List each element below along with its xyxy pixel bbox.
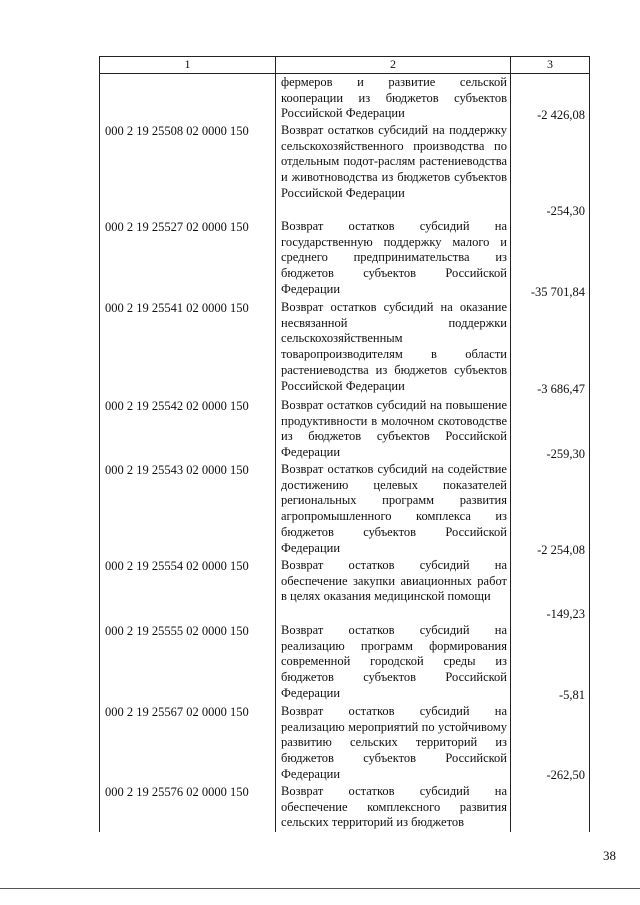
column-divider-2 (510, 56, 511, 832)
row-code: 000 2 19 25543 02 0000 150 (105, 463, 249, 477)
row-amount: -2 254,08 (537, 543, 585, 557)
row-description: Возврат остатков субсидий на обеспечение закупки авиационных работ в целях оказания медицинской помощи (281, 558, 507, 604)
row-description: фермеров и развитие сельской кооперации из бюджетов субъектов Российской Федерации (281, 75, 507, 121)
page-number: 38 (603, 848, 616, 863)
row-description: Возврат остатков субсидий на оказание несвязанной поддержки сельскохозяйственным товаропроизводителям в области растениеводства из бюджетов субъектов Российской Федерации (281, 300, 507, 393)
budget-table (99, 56, 590, 832)
row-code: 000 2 19 25542 02 0000 150 (105, 399, 249, 413)
row-amount: -35 701,84 (530, 285, 585, 299)
row-amount: -3 686,47 (537, 382, 585, 396)
row-amount: -262,50 (546, 768, 585, 782)
row-description: Возврат остатков субсидий на реализацию мероприятий по устойчивому развитию сельских территорий из бюджетов субъектов Российской Федерации (281, 704, 507, 781)
row-code: 000 2 19 25567 02 0000 150 (105, 705, 249, 719)
row-description: Возврат остатков субсидий на обеспечение комплексного развития сельских территорий из бюджетов (281, 784, 507, 830)
row-amount: -2 426,08 (537, 108, 585, 122)
header-col-3: 3 (547, 57, 553, 71)
row-amount: -259,30 (546, 447, 585, 461)
row-description: Возврат остатков субсидий на поддержку сельскохозяйственного производства по отдельным подот-раслям растениеводства и животноводства из бюджетов субъектов Российской Федерации (281, 123, 507, 200)
row-description: Возврат остатков субсидий на повышение продуктивности в молочном скотоводстве из бюджетов субъектов Российской Федерации (281, 398, 507, 460)
row-code: 000 2 19 25508 02 0000 150 (105, 124, 249, 138)
row-description: Возврат остатков субсидий на реализацию программ формирования современной городской среды из бюджетов субъектов Российской Федерации (281, 623, 507, 700)
row-code: 000 2 19 25541 02 0000 150 (105, 301, 249, 315)
header-col-2: 2 (390, 57, 396, 71)
row-amount: -5,81 (558, 688, 585, 702)
row-description: Возврат остатков субсидий на государственную поддержку малого и среднего предпринимательства из бюджетов субъектов Российской Федерации (281, 219, 507, 296)
row-amount: -149,23 (546, 607, 585, 621)
row-code: 000 2 19 25527 02 0000 150 (105, 220, 249, 234)
bottom-divider (0, 888, 640, 889)
row-code: 000 2 19 25555 02 0000 150 (105, 624, 249, 638)
row-code: 000 2 19 25554 02 0000 150 (105, 559, 249, 573)
header-col-1: 1 (184, 57, 191, 71)
row-amount: -254,30 (546, 204, 585, 218)
header-bottom-border (100, 73, 589, 74)
row-code: 000 2 19 25576 02 0000 150 (105, 785, 249, 799)
column-divider-1 (275, 56, 276, 832)
row-description: Возврат остатков субсидий на содействие достижению целевых показателей региональных программ развития агропромышленного комплекса из бюджетов субъектов Российской Федерации (281, 462, 507, 555)
